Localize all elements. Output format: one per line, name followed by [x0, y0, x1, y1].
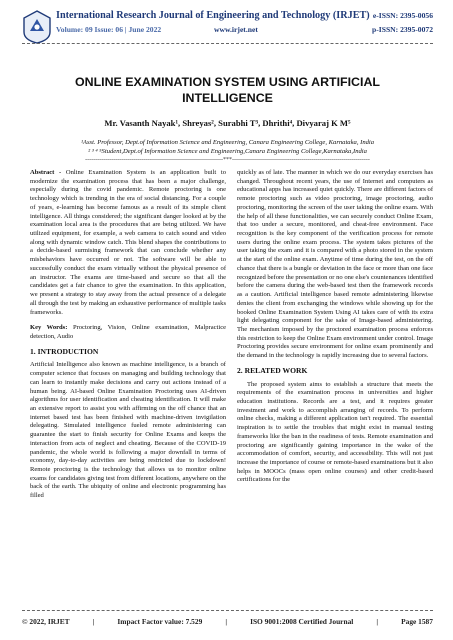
irjet-logo — [22, 10, 52, 44]
footer-copyright: © 2022, IRJET — [22, 617, 70, 626]
intro-continued: quickly as of late. The manner in which we do our everyday exercises has changed. Throughout recent years, the use of Internet and computers as educational apps has increased quiet quickly. There are different factors of remote proctoring such as video proctoring, image proctoring, audio proctoring, monitoring the screen of the user taking the online exam. With the help of all these functionalities, we can securely conduct Online Exam, that too under a secure, monitored, and cheat-free environment. Face recognition is the key component of the verification process for remote users during the online exam process. The system takes pictures of the user taking the exam and it is compared with a photo stored in the system at the start of the online exam. Anytime of time during the test, on the off chance that there is a bungle or deviation in the face or more than one face recognized before the presentation or no one else's countenances identified before the camera during the web-based test then the framework records as a caution. Artificial intelligence based remote administering likewise denies the client from exchanging the windows while showing up for the booked Online Examination System Using AI takes care of with its extra light delegating component for the sake of Image-based administering. The mechanism imposed by the proctored examination process enforces this restriction to keep the Online Exam environment under control. Image Proctoring provides secure environment for online exam prominently and the demand in the technology is rapidly increasing due to several factors. — [237, 169, 433, 360]
journal-volume: Volume: 09 Issue: 06 | June 2022 — [56, 25, 162, 34]
footer-page: Page 1587 — [401, 617, 433, 626]
section-separator: ---------------------------------------------------------------------***--------------------------------------------------------------------- — [85, 157, 370, 163]
journal-header — [22, 8, 433, 52]
affiliation-2: ² ³ ⁴ ⁵Student,Dept.of Information Science and Engineering,Canara Engineering College,Karnataka,India — [88, 147, 367, 155]
footer-divider — [22, 610, 433, 611]
paper-affiliations — [22, 139, 433, 156]
paper-authors: Mr. Vasanth Nayak¹, Shreyas², Surabhi T³, Dhrithi⁴, Divyaraj K M⁵ — [104, 118, 351, 128]
intro-text: Artificial Intelligence also known as machine intelligence, is a branch of computer science that focuses on managing and building technology that can learn to instantly make decisions and carry out actions instead of a human being. AI-based Online Examination Proctoring uses AI-driven algorithms for user identification and cheating identification. It will make an extensive report to assist you with affirming on the off chance that an internet based test has been finished with machine-driven invigilation delegating. Simulated intelligence fueled remote administering can guarantee the start to finish security for Online Exams and keeps the interaction from acts of neglect and cheating. Because of the COVID-19 pandemic, the whole world is following a major downfall in terms of economy, day-to-day activities are being restricted due to lockdown! Remote proctoring is the technology that allows us to monitor online exams for candidates giving test from different locations, anywhere on the back of the earth. The ubiquity of online and electronic programming has filled — [30, 361, 226, 500]
journal-title: International Research Journal of Engineering and Technology (IRJET) — [56, 10, 370, 21]
header-divider — [22, 43, 433, 44]
affiliation-1: ¹Asst. Professor, Dept.of Information Science and Engineering, Canara Engineering College, Karnataka, India — [80, 139, 375, 146]
pissn: p-ISSN: 2395-0072 — [372, 25, 433, 34]
eissn: e-ISSN: 2395-0056 — [372, 11, 433, 20]
footer-impact: Impact Factor value: 7.529 — [117, 617, 203, 626]
right-column — [237, 169, 433, 485]
related-work-text: The proposed system aims to establish a structure that meets the requirements of the examination process in universities and higher education institutions. Records are a test, and it requires greater investment and work to accomplish arranging of records. To perform online checks, making a different application isn't required. The essential inspiration is to settle the troubles that might exist in manual testing frameworks like the ban in the readiness of tests. Remote examination and proctoring are significantly gaining importance in the wake of the accommodation of comfort, security, and accessibility. This will not just increase the importance of course or remote-based examinations but it also helps in MOOCs (mass open online courses) and other credit-based certifications for the — [237, 380, 433, 484]
paper-title: ONLINE EXAMINATION SYSTEM USING ARTIFICIAL INTELLIGENCE — [75, 75, 380, 105]
page-footer: © 2022, IRJET | Impact Factor value: 7.529 | ISO 9001:2008 Certified Journal | Page 1587 — [22, 617, 433, 626]
journal-website[interactable]: www.irjet.net — [214, 25, 258, 34]
left-column — [30, 169, 226, 501]
abstract: Abstract - Online Examination System is an application built to modernize the examination process that has been a major challenge, especially during the covid pandemic. Remote proctoring is one technology which is trending in the era of social distancing. For a couple of years, e-learning has become famous as a result of its simple client intelligence. All things considered; the significant danger looked at by the examination local area is the procedures that are being utilized. We have utilized equipment, for example, a web camera to catch sound and video along with dynamic window catch. This blend shapes the contributions to a decide-based surmising framework that can conclude whether any misbehaviors have occurred or not. The software will be able to successfully conduct the exam virtually without the physical presence of an instructor. The exams are time-based and secure so that all the candidates get a fair chance to give the examination. In this application, we present a strategy to stay away from the actual presence of a delegate all through the test by making an exhaustive performance of multiple tasks frameworks. — [30, 169, 226, 316]
related-work-heading: 2. RELATED WORK — [237, 365, 308, 375]
intro-heading: 1. INTRODUCTION — [30, 346, 99, 356]
keywords: Key Words: Proctoring, Vision, Online examination, Malpractice detection, Audio — [30, 324, 226, 340]
footer-iso: ISO 9001:2008 Certified Journal — [250, 617, 354, 626]
